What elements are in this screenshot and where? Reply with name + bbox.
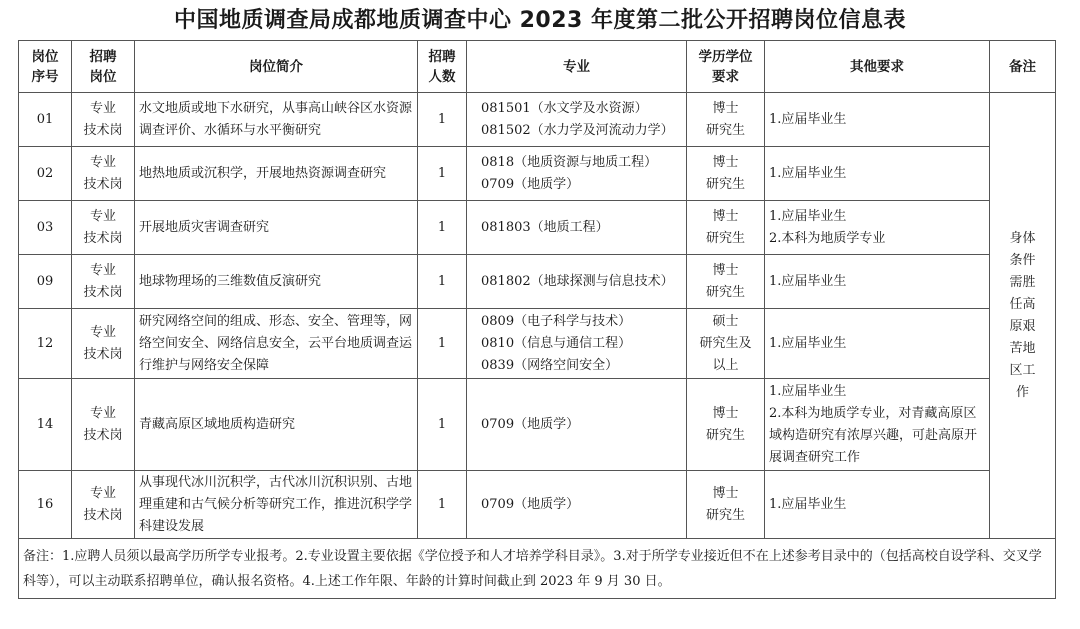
table-row bbox=[19, 255, 1056, 309]
cell-seq: 09 bbox=[19, 255, 72, 309]
footnote: 备注：1.应聘人员须以最高学历所学专业报考。2.专业设置主要依据《学位授予和人才培养学科目录》。3.对于所学专业接近但不在上述参考目录中的（包括高校自设学科、交叉学科等），可以主动联系招聘单位，确认报名资格。4.上述工作年限、年龄的计算时间截止到 2023 年 9 月 30 日。 bbox=[19, 539, 1056, 599]
table-row bbox=[19, 147, 1056, 201]
cell-degree: 博士 研究生 bbox=[687, 379, 765, 471]
cell-count: 1 bbox=[418, 201, 467, 255]
cell-intro: 从事现代冰川沉积学，古代冰川沉积识别、古地理重建和古气候分析等研究工作，推进沉积学学科建设发展 bbox=[135, 471, 418, 539]
cell-type: 专业 技术岗 bbox=[72, 379, 135, 471]
cell-count: 1 bbox=[418, 93, 467, 147]
cell-count: 1 bbox=[418, 255, 467, 309]
page-title: 中国地质调查局成都地质调查中心 2023 年度第二批公开招聘岗位信息表 bbox=[173, 8, 907, 33]
cell-seq: 01 bbox=[19, 93, 72, 147]
cell-degree: 博士 研究生 bbox=[687, 471, 765, 539]
cell-count: 1 bbox=[418, 147, 467, 201]
cell-major: 0818（地质资源与地质工程） 0709（地质学） bbox=[467, 147, 687, 201]
cell-other: 1.应届毕业生 bbox=[765, 93, 990, 147]
cell-type: 专业 技术岗 bbox=[72, 255, 135, 309]
cell-degree: 博士 研究生 bbox=[687, 255, 765, 309]
cell-other: 1.应届毕业生 bbox=[765, 255, 990, 309]
header-major: 专业 bbox=[467, 41, 687, 93]
cell-other: 1.应届毕业生 bbox=[765, 471, 990, 539]
cell-type: 专业 技术岗 bbox=[72, 93, 135, 147]
cell-other: 1.应届毕业生 bbox=[765, 147, 990, 201]
cell-remark: 身体 条件 需胜 任高 原艰 苦地 区工 作 bbox=[990, 93, 1056, 539]
cell-count: 1 bbox=[418, 471, 467, 539]
footnote-row bbox=[19, 539, 1056, 599]
header-remark: 备注 bbox=[990, 41, 1056, 93]
cell-intro: 研究网络空间的组成、形态、安全、管理等，网络空间安全、网络信息安全，云平台地质调查运行维护与网络安全保障 bbox=[135, 309, 418, 379]
cell-other: 1.应届毕业生 2.本科为地质学专业，对青藏高原区域构造研究有浓厚兴趣，可赴高原开展调查研究工作 bbox=[765, 379, 990, 471]
header-type: 招聘 岗位 bbox=[72, 41, 135, 93]
cell-major: 081803（地质工程） bbox=[467, 201, 687, 255]
cell-major: 0809（电子科学与技术） 0810（信息与通信工程） 0839（网络空间安全） bbox=[467, 309, 687, 379]
cell-intro: 水文地质或地下水研究，从事高山峡谷区水资源调查评价、水循环与水平衡研究 bbox=[135, 93, 418, 147]
header-count: 招聘 人数 bbox=[418, 41, 467, 93]
cell-intro: 开展地质灾害调查研究 bbox=[135, 201, 418, 255]
cell-intro: 青藏高原区域地质构造研究 bbox=[135, 379, 418, 471]
cell-degree: 博士 研究生 bbox=[687, 201, 765, 255]
cell-intro: 地热地质或沉积学，开展地热资源调查研究 bbox=[135, 147, 418, 201]
cell-count: 1 bbox=[418, 379, 467, 471]
cell-other: 1.应届毕业生 2.本科为地质学专业 bbox=[765, 201, 990, 255]
header-other: 其他要求 bbox=[765, 41, 990, 93]
cell-major: 0709（地质学） bbox=[467, 471, 687, 539]
cell-seq: 03 bbox=[19, 201, 72, 255]
cell-type: 专业 技术岗 bbox=[72, 147, 135, 201]
cell-major: 081802（地球探测与信息技术） bbox=[467, 255, 687, 309]
cell-seq: 14 bbox=[19, 379, 72, 471]
header-seq: 岗位 序号 bbox=[19, 41, 72, 93]
header-degree: 学历学位 要求 bbox=[687, 41, 765, 93]
cell-degree: 博士 研究生 bbox=[687, 147, 765, 201]
cell-type: 专业 技术岗 bbox=[72, 201, 135, 255]
cell-seq: 12 bbox=[19, 309, 72, 379]
cell-type: 专业 技术岗 bbox=[72, 309, 135, 379]
table-row bbox=[19, 93, 1056, 147]
cell-major: 0709（地质学） bbox=[467, 379, 687, 471]
header-row bbox=[19, 41, 1056, 93]
cell-degree: 硕士 研究生及 以上 bbox=[687, 309, 765, 379]
table-row bbox=[19, 379, 1056, 471]
table-row bbox=[19, 309, 1056, 379]
cell-intro: 地球物理场的三维数值反演研究 bbox=[135, 255, 418, 309]
cell-seq: 16 bbox=[19, 471, 72, 539]
job-table bbox=[18, 40, 1056, 599]
cell-degree: 博士 研究生 bbox=[687, 93, 765, 147]
header-intro: 岗位简介 bbox=[135, 41, 418, 93]
cell-count: 1 bbox=[418, 309, 467, 379]
cell-type: 专业 技术岗 bbox=[72, 471, 135, 539]
cell-major: 081501（水文学及水资源） 081502（水力学及河流动力学） bbox=[467, 93, 687, 147]
table-row bbox=[19, 471, 1056, 539]
cell-other: 1.应届毕业生 bbox=[765, 309, 990, 379]
cell-seq: 02 bbox=[19, 147, 72, 201]
table-row bbox=[19, 201, 1056, 255]
